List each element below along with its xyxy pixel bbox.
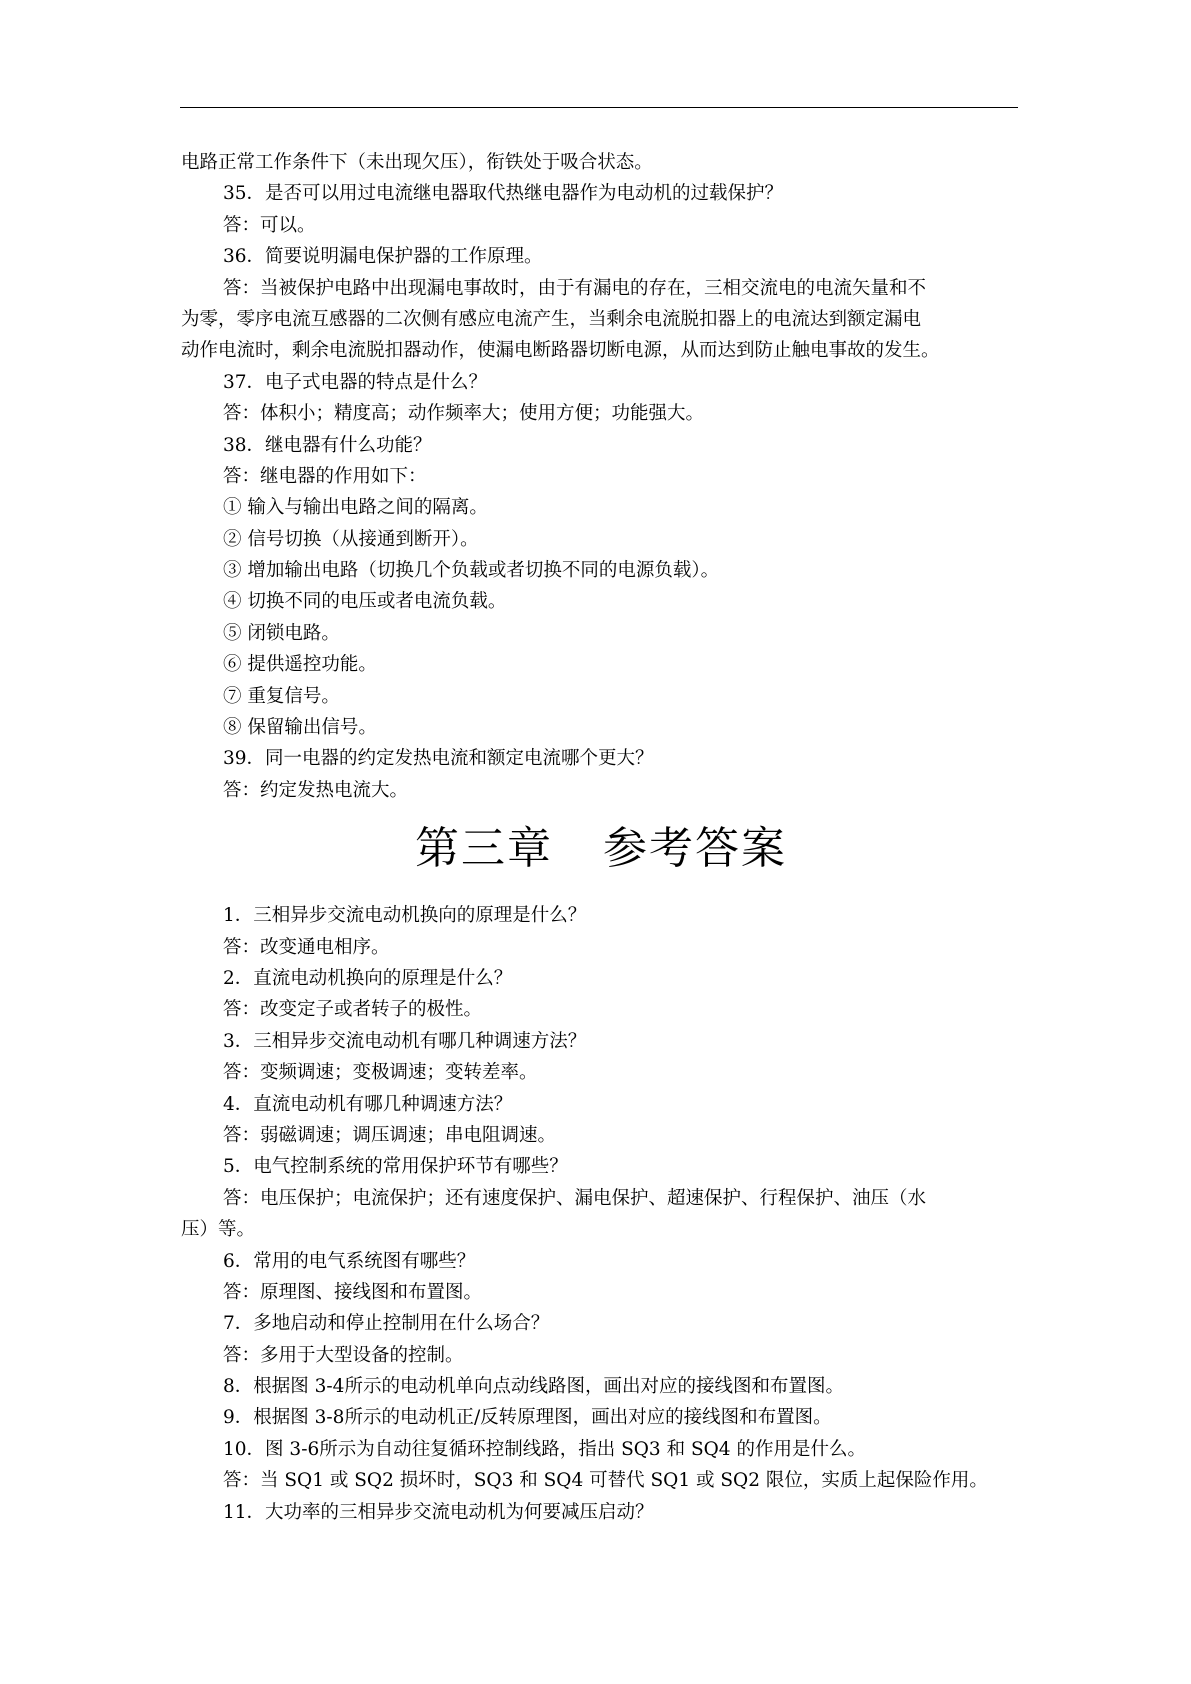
text-line: 为零，零序电流互感器的二次侧有感应电流产生，当剩余电流脱扣器上的电流达到额定漏电 — [181, 308, 922, 330]
text-line: 8．根据图 3-4所示的电动机单向点动线路图，画出对应的接线图和布置图。 — [223, 1376, 844, 1398]
section-chapter3-answers — [181, 900, 1021, 1528]
text-line: 答：约定发热电流大。 — [223, 779, 409, 801]
text-line: ④ 切换不同的电压或者电流负载。 — [223, 591, 507, 613]
text-line: 答：继电器的作用如下： — [223, 465, 427, 487]
text-line: 36．简要说明漏电保护器的工作原理。 — [223, 246, 543, 268]
text-line: ② 信号切换（从接通到断开）。 — [223, 528, 479, 550]
text-line: 压）等。 — [181, 1219, 256, 1241]
text-line: ③ 增加输出电路（切换几个负载或者切换不同的电源负载）。 — [223, 560, 720, 582]
text-line: ⑤ 闭锁电路。 — [223, 622, 340, 644]
section-chapter2-answers — [181, 147, 1021, 806]
text-line: ⑧ 保留输出信号。 — [223, 717, 377, 739]
text-line: 答：原理图、接线图和布置图。 — [223, 1281, 483, 1303]
text-line: 答：当被保护电路中出现漏电事故时，由于有漏电的存在，三相交流电的电流矢量和不 — [223, 277, 927, 299]
text-line: 答：当 SQ1 或 SQ2 损坏时，SQ3 和 SQ4 可替代 SQ1 或 SQ2 限位，实质上起保险作用。 — [223, 1470, 988, 1492]
text-line: 38．继电器有什么功能？ — [223, 434, 432, 456]
text-line: 35．是否可以用过电流继电器取代热继电器作为电动机的过载保护？ — [223, 183, 784, 205]
text-line: ⑥ 提供遥控功能。 — [223, 654, 377, 676]
text-line: 39．同一电器的约定发热电流和额定电流哪个更大？ — [223, 748, 654, 770]
text-line: 10．图 3-6所示为自动往复循环控制线路，指出 SQ3 和 SQ4 的作用是什么。 — [223, 1438, 866, 1460]
text-line: 5．电气控制系统的常用保护环节有哪些？ — [223, 1156, 568, 1178]
text-line: 答：多用于大型设备的控制。 — [223, 1344, 464, 1366]
chapter-title-number: 第三章 — [415, 823, 553, 875]
text-line: 4．直流电动机有哪几种调速方法？ — [223, 1093, 513, 1115]
chapter-title-text: 参考答案 — [603, 823, 787, 875]
text-line: 答：改变通电相序。 — [223, 936, 390, 958]
document-body — [181, 147, 1021, 1528]
text-line: 答：可以。 — [223, 214, 316, 236]
text-line: 6．常用的电气系统图有哪些？ — [223, 1250, 476, 1272]
text-line: 答：电压保护；电流保护；还有速度保护、漏电保护、超速保护、行程保护、油压（水 — [223, 1187, 927, 1209]
text-line: 7．多地启动和停止控制用在什么场合？ — [223, 1313, 550, 1335]
text-line: 3．三相异步交流电动机有哪几种调速方法？ — [223, 1030, 587, 1052]
text-line: 电路正常工作条件下（未出现欠压），衔铁处于吸合状态。 — [181, 152, 653, 173]
text-line: 11．大功率的三相异步交流电动机为何要减压启动？ — [223, 1501, 654, 1523]
text-line: ① 输入与输出电路之间的隔离。 — [223, 497, 488, 519]
header-rule — [180, 107, 1018, 108]
text-line: ⑦ 重复信号。 — [223, 685, 340, 707]
text-line: 动作电流时，剩余电流脱扣器动作，使漏电断路器切断电源，从而达到防止触电事故的发生。 — [181, 340, 940, 362]
text-line: 2．直流电动机换向的原理是什么？ — [223, 967, 513, 989]
text-line: 答：弱磁调速；调压调速；串电阻调速。 — [223, 1124, 557, 1146]
text-line: 答：变频调速；变极调速；变转差率。 — [223, 1062, 538, 1084]
text-line: 答：改变定子或者转子的极性。 — [223, 999, 483, 1021]
text-line: 1．三相异步交流电动机换向的原理是什么？ — [223, 905, 587, 927]
text-line: 答：体积小；精度高；动作频率大；使用方便；功能强大。 — [223, 403, 705, 425]
chapter-title — [181, 824, 1021, 874]
text-line: 9．根据图 3-8所示的电动机正/反转原理图，画出对应的接线图和布置图。 — [223, 1407, 832, 1429]
text-line: 37．电子式电器的特点是什么？ — [223, 371, 488, 393]
